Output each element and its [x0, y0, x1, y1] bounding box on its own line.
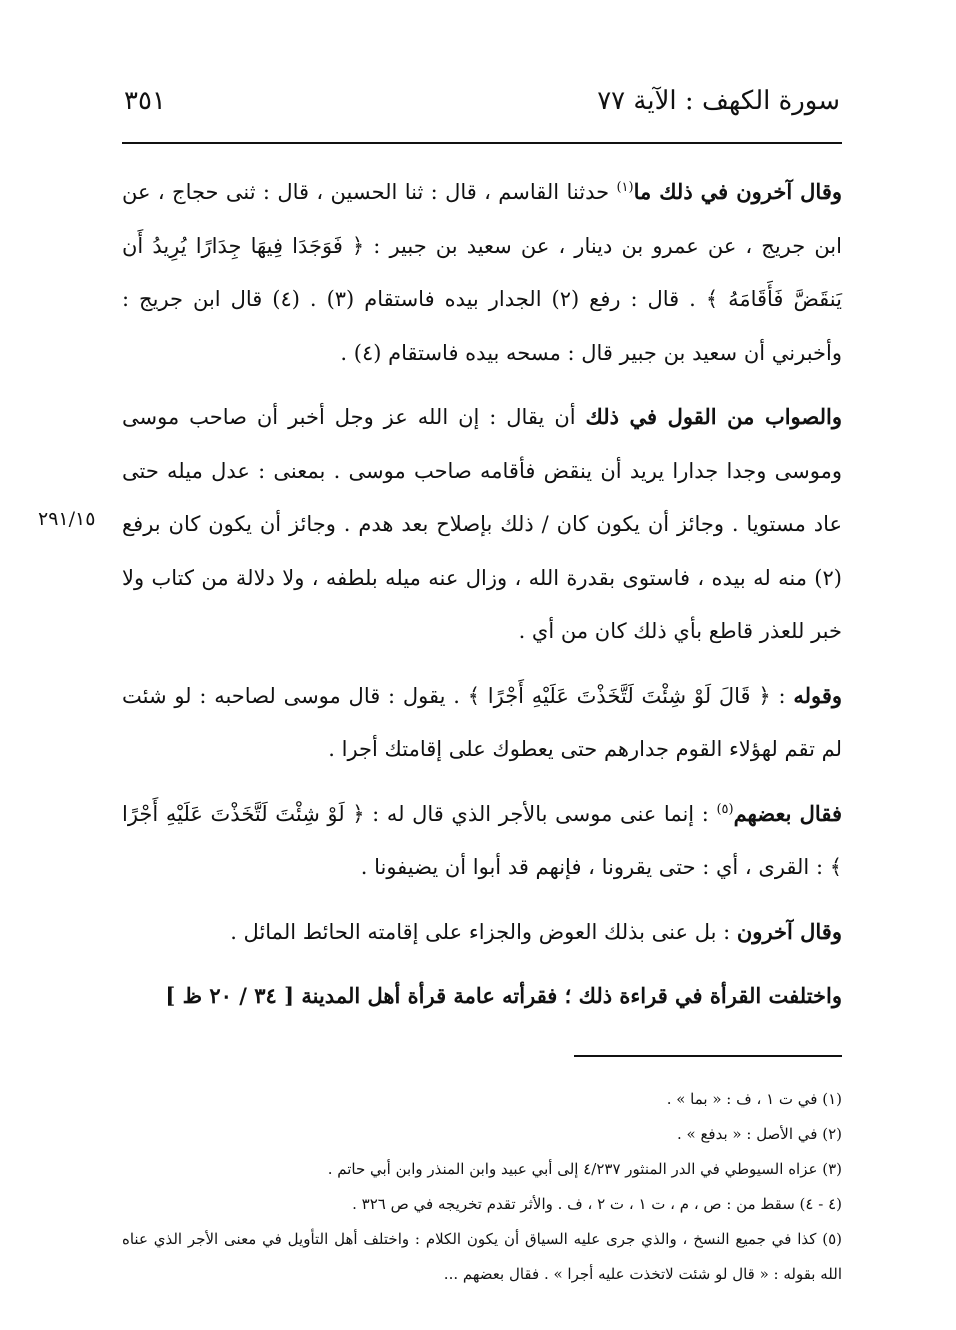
paragraph-lead: وقوله [793, 682, 842, 708]
footnote: (٤ - ٤) سقط من : ص ، م ، ت ١ ، ت ٢ ، ف . والأثر تقدم تخريجه في ص ٣٢٦ . [352, 1195, 842, 1213]
paragraph-lead: وقال آخرون [736, 918, 842, 944]
paragraph-lead: والصواب من القول في ذلك [585, 404, 842, 429]
paragraph-text: : بل عنى بذلك العوض والجزاء على إقامته الحائط المائل . [230, 919, 737, 944]
paragraph-text: أن يقال : إن الله عز وجل أخبر أن صاحب موسى وموسى وجدا جدارا يريد أن ينقض فأقامه صاحب موسى . بمعنى : عدل ميله حتى عاد مستويا . وجائز أن يكون كان / ذلك بإصلاح بعد هدم . وجائز أن يكون كان برفع (٢) منه له بيده ، فاستوى بقدرة الله ، وزال عنه ميله بلطفه ، ولا دلالة من كتاب ولا خبر للعذر قاطع بأي ذلك كان من أي . [122, 405, 842, 643]
paragraph [122, 969, 842, 1024]
footnote: (٣) عزاه السيوطي في الدر المنثور ٤/٢٣٧ إلى أبي عبيد وابن المنذر وابن أبي حاتم . [327, 1160, 842, 1178]
main-text [122, 165, 842, 1024]
footnote-marker: (١) [616, 180, 634, 195]
paragraph-lead: فقال بعضهم [733, 800, 842, 826]
paragraph-text: : ﴿ قَالَ لَوْ شِئْتَ لَتَّخَذْتَ عَلَيْهِ أَجْرًا ﴾ . يقول : قال موسى لصاحبه : لو شئت لم تقم لهؤلاء القوم جدارهم حتى يعطوك على إقامتك أجرا . [122, 683, 842, 761]
paragraph-text: واختلفت القرأة في قراءة ذلك ؛ فقرأته عامة قرأة أهل المدينة [ ٣٤ / ٢٠ ظ ] [165, 983, 842, 1008]
running-header [120, 86, 840, 126]
footnote: (٥) كذا في جميع النسخ ، والذي جرى عليه السياق أن يكون الكلام : واختلف أهل التأويل في معنى الأجر الذي عناه الله بقوله : « قال لو شئت لاتخذت عليه أجرا » . فقال بعضهم ... [122, 1230, 842, 1283]
footnote: (٢) في الأصل : « بدفع » . [676, 1125, 842, 1143]
footnote-rule [574, 1055, 842, 1057]
paragraph [122, 787, 842, 895]
paragraph [122, 165, 842, 380]
paragraph-text: حدثنا القاسم ، قال : ثنا الحسين ، قال : ثنى حجاج ، عن ابن جريج ، عن عمرو بن دينار ، عن سعيد بن جبير : ﴿ فَوَجَدَا فِيهَا جِدَارًا يُرِيدُ أَن يَنقَضَّ فَأَقَامَهُ ﴾ . قال : رفع (٢) الجدار بيده فاستقام (٣) . (٤) قال ابن جريج : وأخبرني أن سعيد بن جبير قال : مسحه بيده فاستقام (٤) . [122, 180, 842, 365]
margin-reference: ٢٩١/١٥ [38, 508, 96, 530]
paragraph-text: : إنما عنى موسى بالأجر الذي قال له : ﴿ لَوْ شِئْتَ لَتَّخَذْتَ عَلَيْهِ أَجْرًا ﴾ : القرى ، أي : حتى يقرونا ، فإنهم قد أبوا أن يضيفونا . [122, 801, 842, 879]
footnote-marker: (٥) [716, 801, 734, 817]
paragraph [122, 669, 842, 777]
paragraph [122, 390, 842, 659]
page-number: ٣٥١ [124, 86, 166, 116]
running-title: سورة الكهف : الآية ٧٧ [597, 86, 840, 116]
header-rule [122, 142, 842, 144]
paragraph [122, 905, 842, 960]
footnote: (١) في ت ١ ، ف : « بما » . [666, 1090, 842, 1108]
paragraph-lead: وقال آخرون في ذلك ما [633, 179, 842, 204]
footnotes [122, 1082, 842, 1292]
